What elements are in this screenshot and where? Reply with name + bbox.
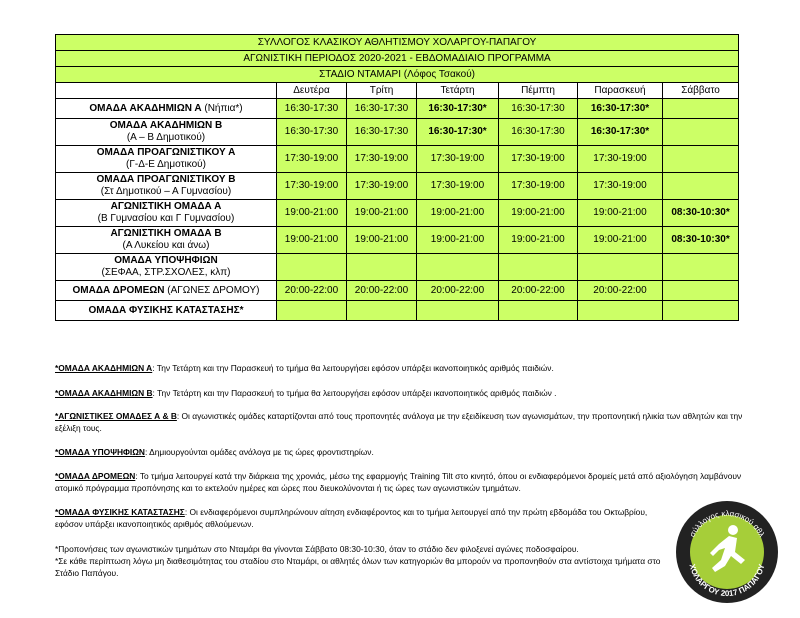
time-cell: 17:30-19:00 [578, 173, 663, 200]
time-cell: 19:00-21:00 [347, 200, 417, 227]
time-cell: 16:30-17:30 [347, 99, 417, 119]
time-cell: 19:00-21:00 [499, 227, 578, 254]
schedule-row [56, 146, 739, 173]
team-cell [56, 254, 277, 281]
time-cell [663, 146, 739, 173]
logo-bottom-text: ΧΟΛΑΡΓΟΥ 2017 ΠΑΠΑΓΟΥ [687, 563, 767, 599]
schedule-row [56, 119, 739, 146]
time-cell [578, 254, 663, 281]
time-cell: 16:30-17:30 [499, 119, 578, 146]
team-cell [56, 281, 277, 301]
time-cell: 20:00-22:00 [578, 281, 663, 301]
schedule-row [56, 200, 739, 227]
time-cell [417, 254, 499, 281]
team-subtitle: (ΑΓΩΝΕΣ ΔΡΟΜΟΥ) [167, 284, 260, 296]
time-cell [663, 173, 739, 200]
time-cell: 08:30-10:30* [663, 227, 739, 254]
note-7: *Προπονήσεις των αγωνιστικών τμημάτων στο Νταμάρι θα γίνονται Σάββατο 08:30-10:30, όταν το στάδιο δεν φιλοξενεί αγώνες ποδοσφαίρου. *Σε κάθε περίπτωση λόγω μη διαθεσιμότητας του σταδίου στο Νταμάρι, οι αθλητές όλων των κατηγοριών θα μπορούν να προπονηθούν στα αντίστοιχα τμήματα στο Στάδιο Παπάγου. [55, 544, 661, 578]
time-cell: 19:00-21:00 [499, 200, 578, 227]
team-name: ΟΜΑΔΑ ΑΚΑΔΗΜΙΩΝ Α [89, 102, 202, 114]
note-3: *ΑΓΩΝΙΣΤΙΚΕΣ ΟΜΑΔΕΣ Α & Β: Οι αγωνιστικές ομάδες καταρτίζονται από τους προπονητές ανάλογα με την εξειδίκευση των αγωνισμάτων, την προπονητική ηλικία των αθλητών και την εξέλιξη τους. [55, 411, 743, 433]
time-cell: 17:30-19:00 [277, 173, 347, 200]
time-cell: 16:30-17:30 [347, 119, 417, 146]
time-cell: 17:30-19:00 [499, 146, 578, 173]
team-subtitle: (Α – Β Δημοτικού) [126, 132, 206, 143]
time-cell [663, 119, 739, 146]
team-subtitle: (Νήπια*) [204, 102, 243, 114]
time-cell [417, 301, 499, 321]
time-cell: 16:30-17:30* [578, 119, 663, 146]
time-cell: 16:30-17:30 [277, 99, 347, 119]
time-cell: 17:30-19:00 [499, 173, 578, 200]
time-cell: 19:00-21:00 [417, 200, 499, 227]
time-cell: 19:00-21:00 [277, 200, 347, 227]
day-header: Παρασκευή [578, 83, 663, 99]
days-row [56, 83, 739, 99]
time-cell: 17:30-19:00 [417, 146, 499, 173]
schedule-row [56, 301, 739, 321]
time-cell: 17:30-19:00 [578, 146, 663, 173]
time-cell [347, 301, 417, 321]
time-cell: 08:30-10:30* [663, 200, 739, 227]
time-cell [663, 301, 739, 321]
time-cell: 19:00-21:00 [578, 200, 663, 227]
note-6: *ΟΜΑΔΑ ΦΥΣΙΚΗΣ ΚΑΤΑΣΤΑΣΗΣ: Οι ενδιαφερόμενοι συμπληρώνουν αίτηση ενδιαφέροντος και το τμήμα λειτουργεί από την πρώτη εβδομάδα του Οκτωβρίου, εφόσον υπάρξει ικανοποιητικός αριθμός αθλούμενων. [55, 507, 648, 529]
team-subtitle: (ΣΕΦΑΑ, ΣΤΡ.ΣΧΟΛΕΣ, κλπ) [101, 267, 231, 278]
time-cell [277, 254, 347, 281]
time-cell [578, 301, 663, 321]
team-name: ΟΜΑΔΑ ΥΠΟΨΗΦΙΩΝ [114, 255, 218, 266]
note-4: *ΟΜΑΔΑ ΥΠΟΨΗΦΙΩΝ: Δημιουργούνται ομάδες ανάλογα με τις ώρες φροντιστηρίων. [55, 447, 374, 457]
day-header: Δευτέρα [277, 83, 347, 99]
time-cell: 19:00-21:00 [578, 227, 663, 254]
time-cell: 20:00-22:00 [277, 281, 347, 301]
day-header: Σάββατο [663, 83, 739, 99]
team-name: ΑΓΩΝΙΣΤΙΚΗ ΟΜΑΔΑ Α [110, 201, 222, 212]
team-name: ΟΜΑΔΑ ΔΡΟΜΕΩΝ [72, 284, 165, 296]
time-cell [663, 254, 739, 281]
team-name: ΑΓΩΝΙΣΤΙΚΗ ΟΜΑΔΑ Β [110, 228, 222, 239]
stadium-title: ΣΤΑΔΙΟ ΝΤΑΜΑΡΙ (Λόφος Τσακού) [56, 67, 739, 83]
time-cell: 17:30-19:00 [417, 173, 499, 200]
time-cell [499, 301, 578, 321]
team-name: ΟΜΑΔΑ ΠΡΟΑΓΩΝΙΣΤΙΚΟΥ Α [96, 147, 236, 158]
time-cell: 17:30-19:00 [347, 146, 417, 173]
time-cell: 16:30-17:30* [578, 99, 663, 119]
time-cell [277, 301, 347, 321]
team-cell [56, 301, 277, 321]
team-cell [56, 146, 277, 173]
team-name: ΟΜΑΔΑ ΑΚΑΔΗΜΙΩΝ Β [109, 120, 223, 131]
time-cell: 16:30-17:30* [417, 119, 499, 146]
time-cell [347, 254, 417, 281]
schedule-row [56, 173, 739, 200]
time-cell: 20:00-22:00 [417, 281, 499, 301]
time-cell: 16:30-17:30* [417, 99, 499, 119]
corner-cell [56, 83, 277, 99]
time-cell: 20:00-22:00 [499, 281, 578, 301]
time-cell: 20:00-22:00 [347, 281, 417, 301]
club-title: ΣΥΛΛΟΓΟΣ ΚΛΑΣΙΚΟΥ ΑΘΛΗΤΙΣΜΟΥ ΧΟΛΑΡΓΟΥ-ΠΑΠΑΓΟΥ [56, 35, 739, 51]
time-cell: 17:30-19:00 [347, 173, 417, 200]
schedule-row [56, 227, 739, 254]
note-1: *ΟΜΑΔΑ ΑΚΑΔΗΜΙΩΝ Α: Την Τετάρτη και την Παρασκευή το τμήμα θα λειτουργήσει εφόσον υπάρξει ικανοποιητικός αριθμός παιδιών. [55, 363, 554, 373]
team-subtitle: (Β Γυμνασίου και Γ Γυμνασίου) [97, 213, 235, 224]
time-cell: 17:30-19:00 [277, 146, 347, 173]
time-cell: 16:30-17:30 [277, 119, 347, 146]
team-subtitle: (Στ Δημοτικού – Α Γυμνασίου) [100, 186, 232, 197]
team-cell [56, 99, 277, 119]
team-subtitle: (Γ-Δ-Ε Δημοτικού) [126, 159, 206, 170]
club-logo [675, 500, 779, 604]
note-2: *ΟΜΑΔΑ ΑΚΑΔΗΜΙΩΝ Β: Την Τετάρτη και την Παρασκευή το τμήμα θα λειτουργήσει εφόσον υπάρξει ικανοποιητικός αριθμός παιδιών . [55, 388, 557, 398]
schedule-row [56, 281, 739, 301]
season-title: ΑΓΩΝΙΣΤΙΚΗ ΠΕΡΙΟΔΟΣ 2020-2021 - ΕΒΔΟΜΑΔΙΑΙΟ ΠΡΟΓΡΑΜΜΑ [56, 51, 739, 67]
day-header: Τετάρτη [417, 83, 499, 99]
team-subtitle: (Α Λυκείου και άνω) [122, 240, 210, 251]
time-cell [663, 99, 739, 119]
day-header: Πέμπτη [499, 83, 578, 99]
team-cell [56, 200, 277, 227]
schedule-row [56, 254, 739, 281]
logo-top-text: σύλλογος κλασικού αθλ [687, 508, 767, 539]
team-name: ΟΜΑΔΑ ΠΡΟΑΓΩΝΙΣΤΙΚΟΥ Β [96, 174, 236, 185]
team-name: ΟΜΑΔΑ ΦΥΣΙΚΗΣ ΚΑΤΑΣΤΑΣΗΣ* [88, 304, 244, 316]
time-cell: 19:00-21:00 [347, 227, 417, 254]
schedule-table [55, 34, 739, 321]
day-header: Τρίτη [347, 83, 417, 99]
time-cell [663, 281, 739, 301]
team-cell [56, 227, 277, 254]
schedule-row [56, 99, 739, 119]
time-cell: 19:00-21:00 [277, 227, 347, 254]
team-cell [56, 173, 277, 200]
note-5: *ΟΜΑΔΑ ΔΡΟΜΕΩΝ: Το τμήμα λειτουργεί κατά την διάρκεια της χρονιάς, μέσω της εφαρμογής Training Tilt στο κινητό, όπου οι ενδιαφερόμενοι δρομείς μετά από αξιολόγηση λαμβάνουν ατομικό πρόγραμμα προπόνησης και το εκτελούν ημέρες και ώρες που διευκολύνονται ή τις ώρες των αγωνιστικών τμημάτων. [55, 471, 742, 493]
time-cell: 16:30-17:30 [499, 99, 578, 119]
time-cell [499, 254, 578, 281]
time-cell: 19:00-21:00 [417, 227, 499, 254]
team-cell [56, 119, 277, 146]
